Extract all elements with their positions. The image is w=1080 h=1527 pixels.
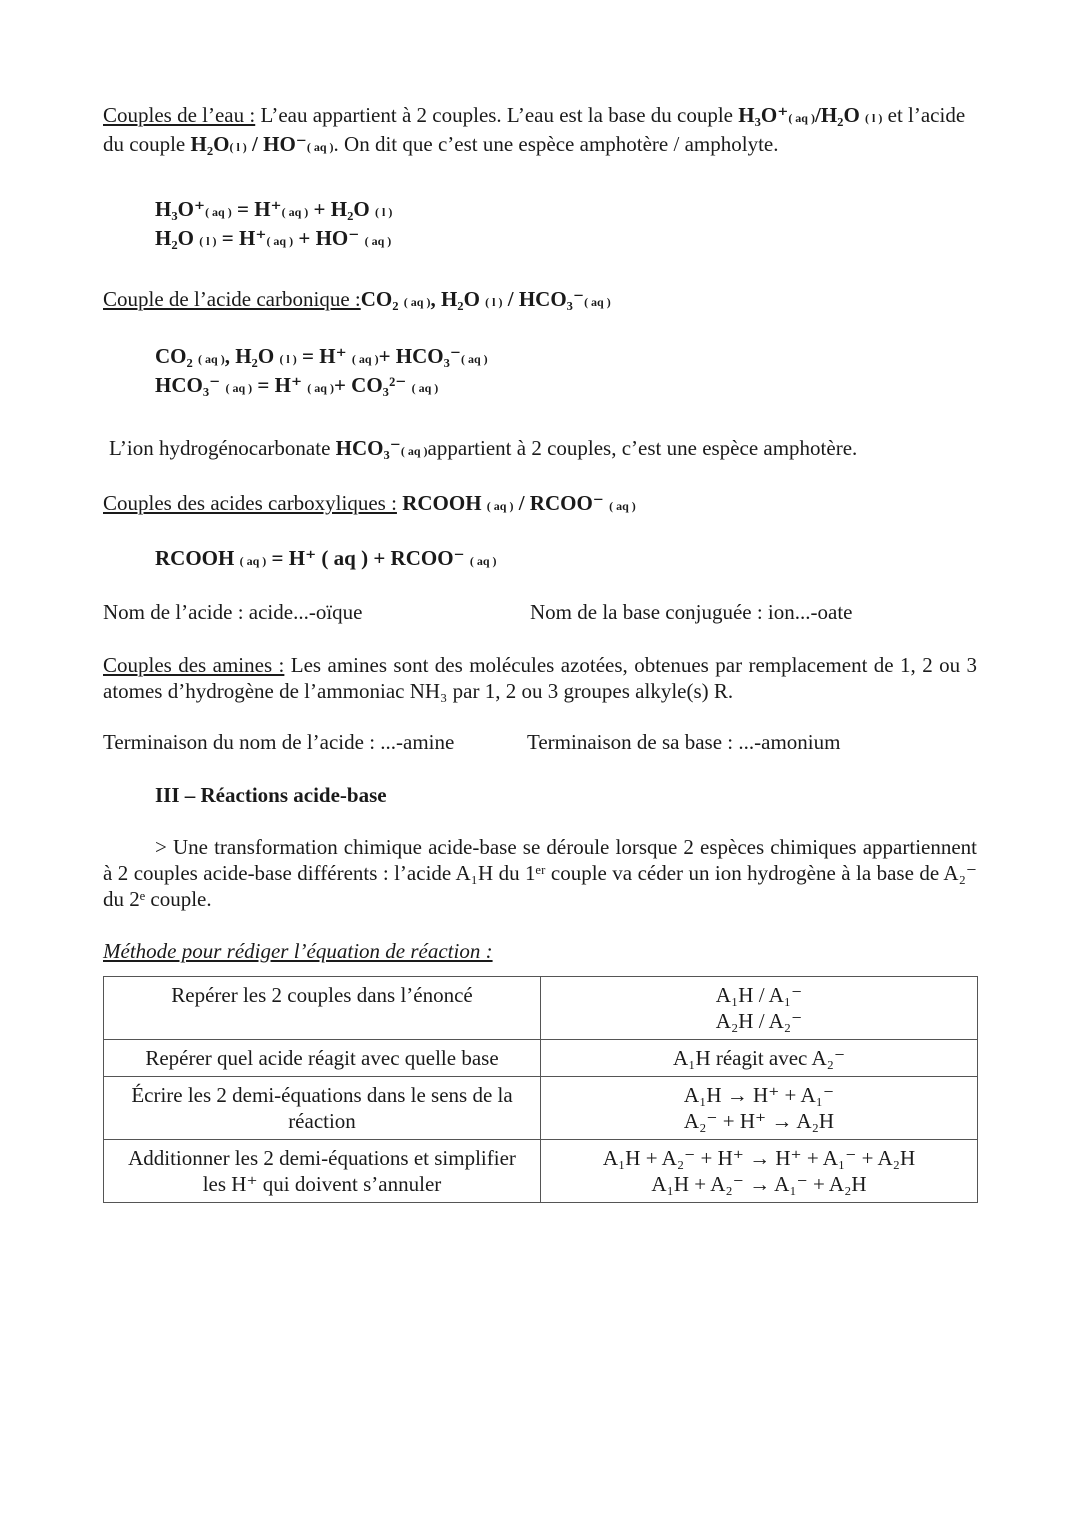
cell-line: A₁H → H⁺ + A₁⁻ <box>683 1083 835 1107</box>
method-table <box>103 976 978 1203</box>
step-cell <box>104 1140 541 1203</box>
table-row <box>104 1040 978 1077</box>
base-name: Nom de la base conjuguée : ion...-oate <box>530 600 853 624</box>
carbonique-heading: Couple de l’acide carbonique : <box>103 287 361 311</box>
cell-line: A₂⁻ + H⁺ → A₂H <box>683 1109 835 1133</box>
carboxyliques-heading: Couples des acides carboxyliques : <box>103 491 397 515</box>
table-row <box>104 977 978 1040</box>
carboxyliques-names <box>103 600 977 626</box>
section-title: III – Réactions acide-base <box>155 783 387 807</box>
cell-line: Repérer quel acide réagit avec quelle base <box>145 1046 499 1070</box>
amines-names <box>103 730 977 756</box>
cell-line: Écrire les 2 demi-équations dans le sens de la <box>131 1083 513 1107</box>
amines-paragraph: Couples des amines : Les amines sont des molécules azotées, obtenues par remplacement de 1, 2 ou 3 atomes d’hydrogène de l’ammoniac NH₃ par 1, 2 ou 3 groupes alkyle(s) R. <box>103 653 977 703</box>
carbonique-note: L’ion hydrogénocarbonate HCO₃⁻( aq )appartient à 2 couples, c’est une espèce amphotère. <box>109 436 858 460</box>
step-cell <box>104 1077 541 1140</box>
example-cell <box>541 1077 978 1140</box>
equation: H₂O ( l ) = H⁺( aq ) + HO⁻ ( aq ) <box>155 226 392 250</box>
carbonique-equations <box>103 343 977 401</box>
cell-line: A₁H + A₂⁻ + H⁺ → H⁺ + A₁⁻ + A₂H <box>602 1146 916 1170</box>
cell-line: les H⁺ qui doivent s’annuler <box>202 1172 442 1196</box>
cell-line: Repérer les 2 couples dans l’énoncé <box>171 983 473 1007</box>
cell-line: A₁H réagit avec A₂⁻ <box>672 1046 846 1070</box>
step-cell <box>104 977 541 1040</box>
method-heading: Méthode pour rédiger l’équation de réaction : <box>103 939 493 963</box>
equation: H₃O⁺( aq ) = H⁺( aq ) + H₂O ( l ) <box>155 197 393 221</box>
amines-heading: Couples des amines : <box>103 653 285 677</box>
eau-heading: Couples de l’eau : <box>103 103 256 127</box>
step-cell <box>104 1040 541 1077</box>
cell-line: réaction <box>288 1109 356 1133</box>
example-cell <box>541 1040 978 1077</box>
carboxyliques-heading-line: Couples des acides carboxyliques : RCOOH ( aq ) / RCOO⁻ ( aq ) <box>103 491 636 515</box>
acide-name: Nom de l’acide : acide...-oïque <box>103 600 363 624</box>
example-cell <box>541 1140 978 1203</box>
cell-line: A₁H + A₂⁻ → A₁⁻ + A₂H <box>651 1172 867 1196</box>
eau-equations <box>103 196 977 254</box>
cell-line: A₂H / A₂⁻ <box>715 1009 803 1033</box>
carboxyliques-equation <box>103 545 977 574</box>
table-row <box>104 1077 978 1140</box>
cell-line: A₁H / A₁⁻ <box>715 983 803 1007</box>
table-row <box>104 1140 978 1203</box>
section-paragraph: > Une transformation chimique acide-base se déroule lorsque 2 espèces chimiques appartiennent à 2 couples acide-base différents : l’acide A₁H du 1ᵉʳ couple va céder un ion hydrogène à la base de A₂⁻ du 2ᵉ couple. <box>103 835 977 911</box>
amine-base-name: Terminaison de sa base : ...-amonium <box>527 730 841 754</box>
example-cell <box>541 977 978 1040</box>
equation: CO₂ ( aq ), H₂O ( l ) = H⁺ ( aq )+ HCO₃⁻( aq ) <box>155 344 488 368</box>
document-page <box>103 102 977 1203</box>
eau-paragraph: Couples de l’eau : L’eau appartient à 2 couples. L’eau est la base du couple H₃O⁺( aq )/H₂O ( l ) et l’acide du couple H₂O( l ) / HO⁻( aq ). On dit que c’est une espèce amphotère / ampholyte. <box>103 103 966 156</box>
amine-acide-name: Terminaison du nom de l’acide : ...-amine <box>103 730 455 754</box>
cell-line: Additionner les 2 demi-équations et simplifier <box>128 1146 516 1170</box>
carbonique-heading-line: Couple de l’acide carbonique :CO₂ ( aq ), H₂O ( l ) / HCO₃⁻( aq ) <box>103 287 611 311</box>
equation: RCOOH ( aq ) = H⁺ ( aq ) + RCOO⁻ ( aq ) <box>155 546 497 570</box>
equation: HCO₃⁻ ( aq ) = H⁺ ( aq )+ CO₃²⁻ ( aq ) <box>155 373 439 397</box>
